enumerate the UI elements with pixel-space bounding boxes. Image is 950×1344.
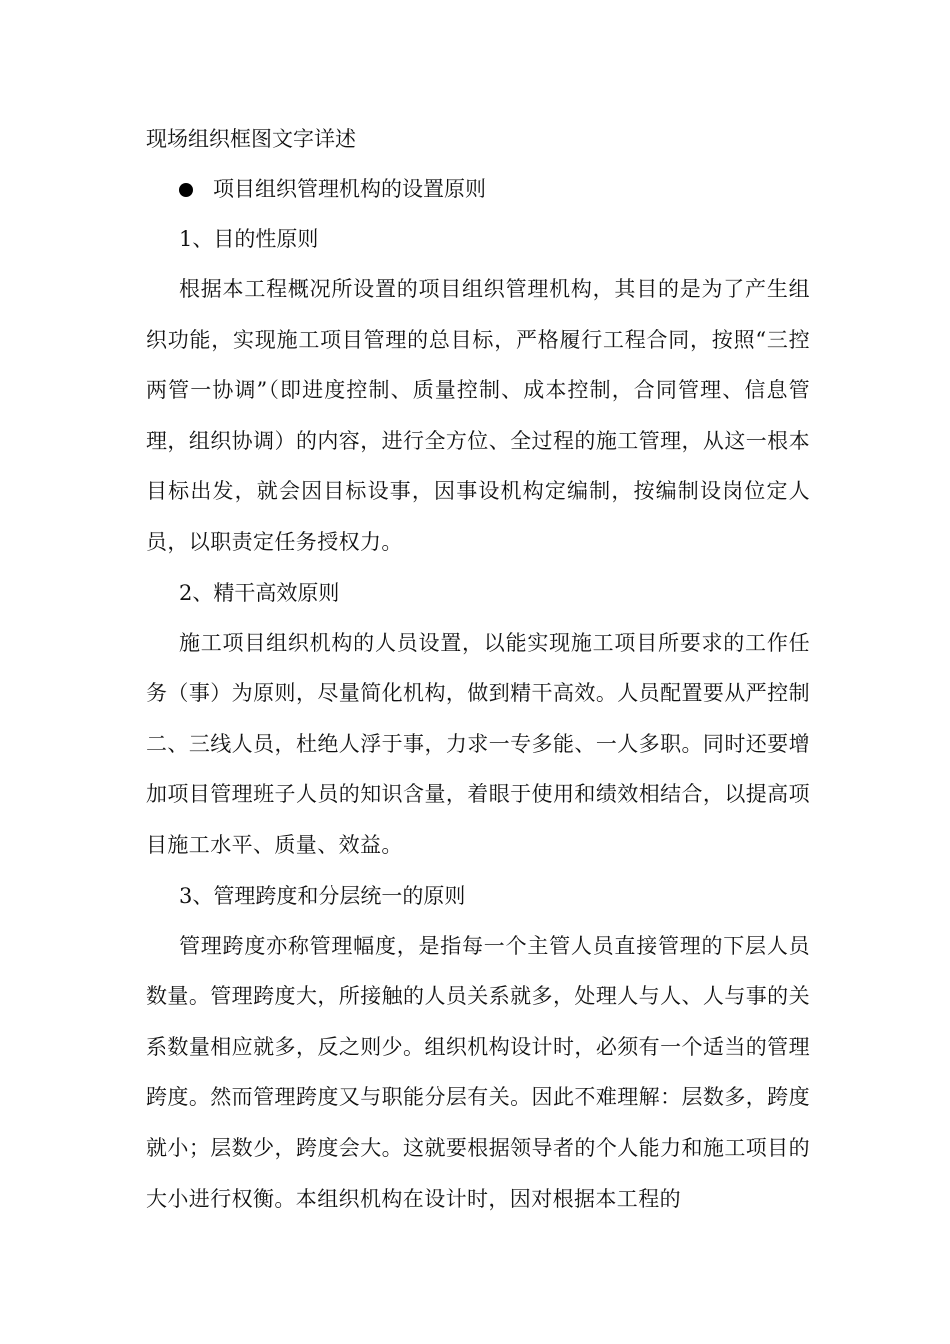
section-2-heading: 2、精干高效原则 — [179, 580, 340, 605]
bullet-heading-text: 项目组织管理机构的设置原则 — [213, 177, 486, 201]
section-3-heading: 3、管理跨度和分层统一的原则 — [179, 883, 466, 908]
section-3-body: 管理跨度亦称管理幅度，是指每一个主管人员直接管理的下层人员数量。管理跨度大，所接触的人员关系就多，处理人与人、人与事的关系数量相应就多，反之则少。组织机构设计时，必须有一个适当的管理跨度。然而管理跨度又与职能分层有关。因此不难理解：层数多，跨度就小；层数少，跨度会大。这就要根据领导者的个人能力和施工项目的大小进行权衡。本组织机构在设计时，因对根据本工程的 — [146, 933, 810, 1211]
bullet-dot-icon — [179, 183, 193, 197]
bullet-heading — [146, 164, 810, 214]
document-title: 现场组织框图文字详述 — [146, 127, 356, 151]
section-1-heading: 1、目的性原则 — [179, 227, 319, 251]
document-page — [146, 114, 810, 1224]
section-2-body: 施工项目组织机构的人员设置，以能实现施工项目所要求的工作任务（事）为原则，尽量简化机构，做到精干高效。人员配置要从严控制二、三线人员，杜绝人浮于事，力求一专多能、一人多职。同时还要增加项目管理班子人员的知识含量，着眼于使用和绩效相结合，以提高项目施工水平、质量、效益。 — [146, 630, 810, 857]
section-1-body: 根据本工程概况所设置的项目组织管理机构，其目的是为了产生组织功能，实现施工项目管理的总目标，严格履行工程合同，按照“三控两管一协调”（即进度控制、质量控制、成本控制，合同管理、信息管理，组织协调）的内容，进行全方位、全过程的施工管理，从这一根本目标出发，就会因目标设事，因事设机构定编制，按编制设岗位定人员，以职责定任务授权力。 — [146, 277, 810, 554]
